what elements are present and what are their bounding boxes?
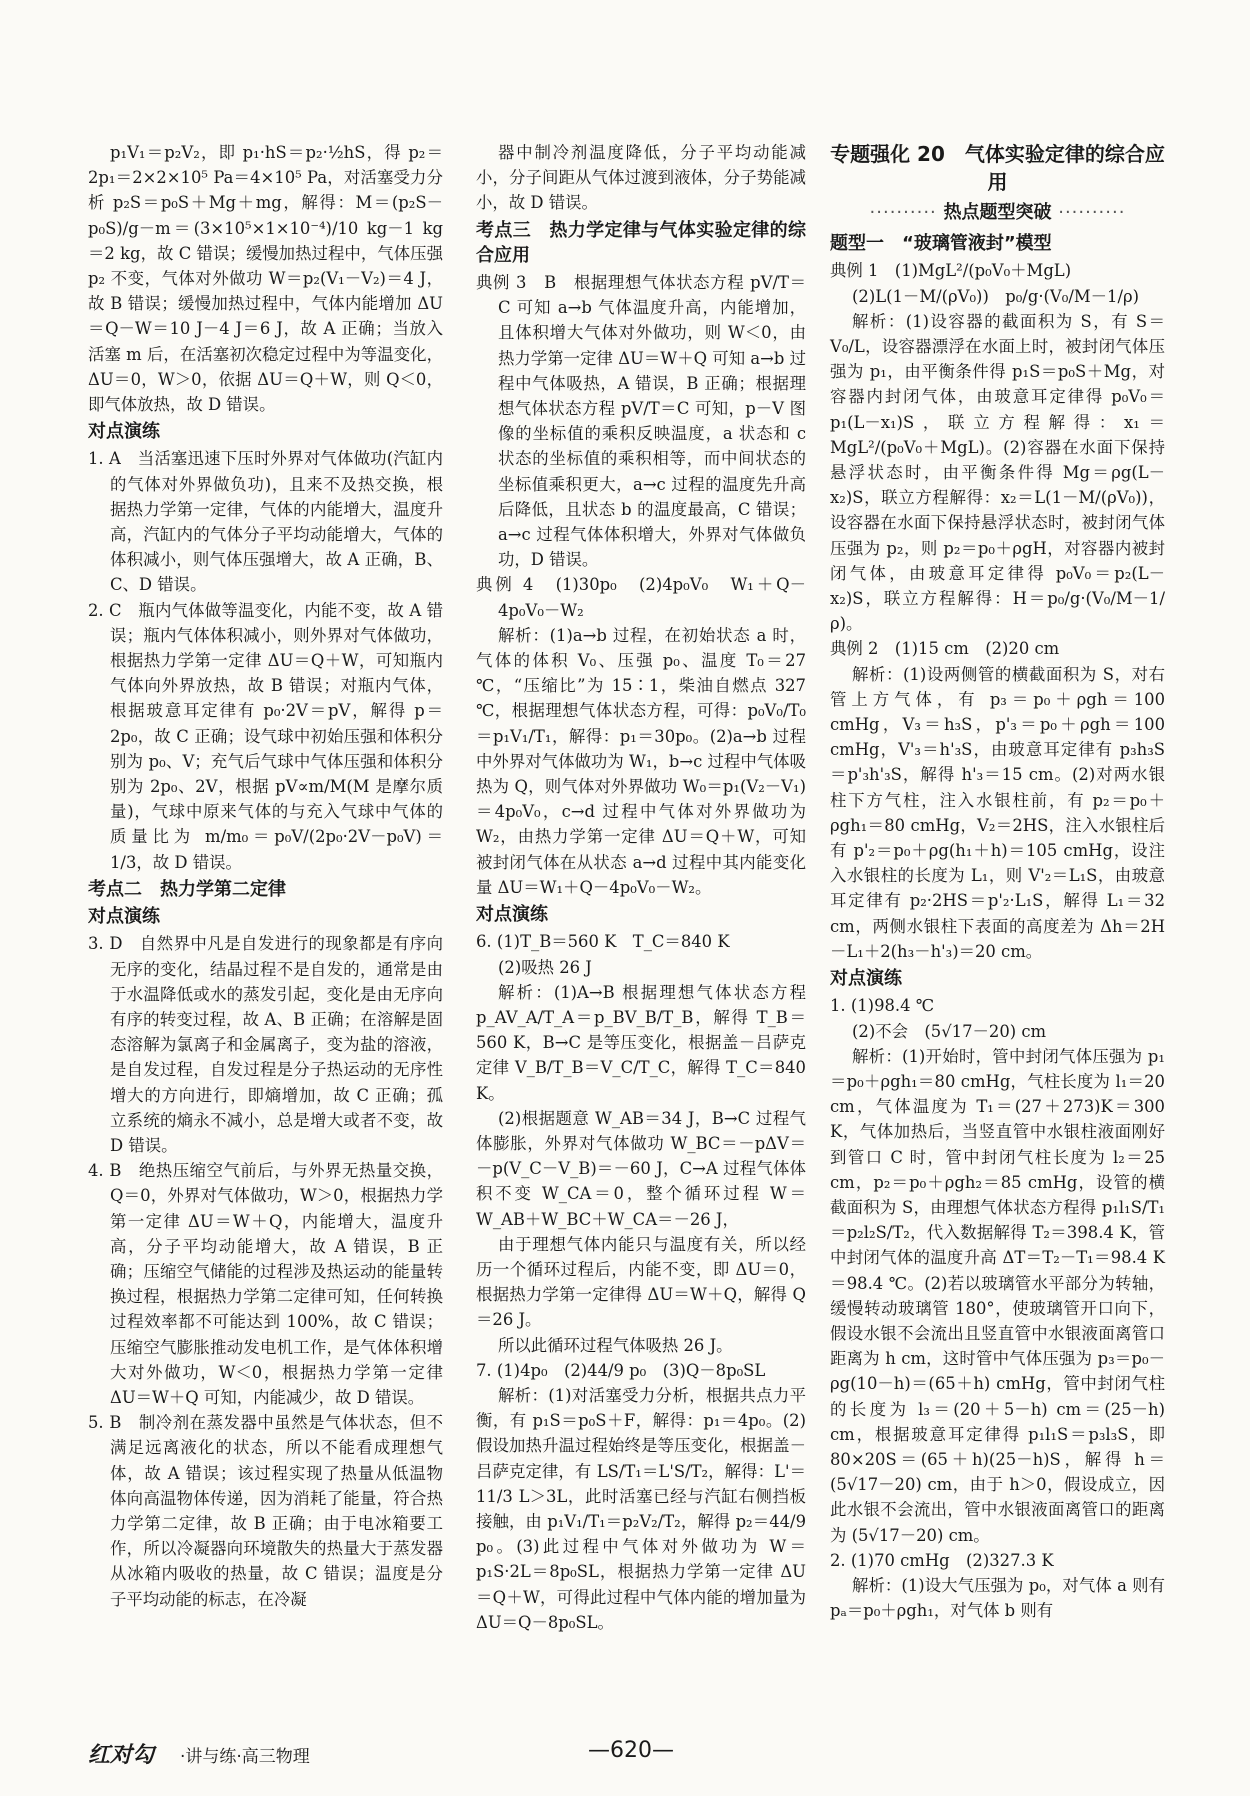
- page-number: —620—: [588, 1738, 674, 1763]
- section-heading: 对点演练: [88, 906, 160, 928]
- divider-dots: ··········: [1051, 202, 1126, 223]
- section-title: 专题强化 20 气体实验定律的综合应用: [830, 142, 1165, 194]
- paragraph: (2)根据题意 W_AB＝34 J，B→C 过程气体膨胀，外界对气体做功 W_BC＝－pΔV＝－p(V_C－V_B)＝－60 J，C→A 过程气体体积不变 W_CA＝0，整个循环过程 W＝W_AB＋W_BC＋W_CA＝－26 J，: [476, 1108, 806, 1229]
- banner-text: 热点题型突破: [943, 202, 1052, 223]
- section-heading: 对点演练: [476, 904, 548, 926]
- column-1: [88, 140, 443, 1612]
- book-title: ·讲与练·高三物理: [180, 1747, 310, 1767]
- section-heading: 对点演练: [830, 968, 902, 990]
- answer-item: 2. C 瓶内气体做等温变化，内能不变，故 A 错误；瓶内气体体积减小，则外界对气体做功，根据热力学第一定律 ΔU＝Q＋W，可知瓶内气体向外界放热，故 B 错误；对瓶内气体，根据玻意耳定律有 p₀·2V＝pV，解得 p＝2p₀，故 C 正确；设气球中初始压强和体积分别为 p₀、V；充气后气球中气体压强和体积分别为 2p₀、2V，根据 pV∝m/M(M 是摩尔质量)，气球中原来气体的与充入气球中气体的质量比为 m/m₀＝p₀V/(2p₀·2V－p₀V)＝1/3，故 D 错误。: [88, 600, 443, 872]
- paragraph: 由于理想气体内能只与温度有关，所以经历一个循环过程后，内能不变，即 ΔU＝0，根据热力学第一定律得 ΔU＝W＋Q，解得 Q＝26 J。: [476, 1234, 806, 1330]
- answer-item: 4. B 绝热压缩空气前后，与外界无热量交换，Q＝0，外界对气体做功，W＞0，根据热力学第一定律 ΔU＝W＋Q，内能增大，温度升高，分子平均动能增大，故 A 错误，B 正确；压缩空气储能的过程涉及热运动的能量转换过程，根据热力学第二定律可知，任何转换过程效率都不可能达到 100%，故 C 错误；压缩空气膨胀推动发电机工作，是气体体积增大对外做功，W＜0，根据热力学第一定律 ΔU＝W＋Q 可知，内能减少，故 D 错误。: [88, 1161, 443, 1407]
- paragraph: (2)L(1－M/(ρV₀)) p₀/g·(V₀/M－1/ρ): [852, 286, 1140, 306]
- brand-logo: 红对勾: [88, 1743, 155, 1768]
- answer-item: 典例 4 (1)30p₀ (2)4p₀V₀ W₁＋Q－4p₀V₀－W₂: [476, 575, 806, 620]
- answer-item: 7. (1)4p₀ (2)44/9 p₀ (3)Q－8p₀SL: [476, 1360, 766, 1380]
- paragraph: (2)不会 (5√17－20) cm: [852, 1021, 1047, 1041]
- answer-item: 1. A 当活塞迅速下压时外界对气体做功(汽缸内的气体对外界做负功)，且来不及热交换，根据热力学第一定律，气体的内能增大，温度升高，汽缸内的气体分子平均动能增大，气体的体积减小，则气体压强增大，故 A 正确，B、C、D 错误。: [88, 449, 443, 595]
- paragraph: 解析：(1)A→B 根据理想气体状态方程 p_AV_A/T_A＝p_BV_B/T_B，解得 T_B＝560 K，B→C 是等压变化，根据盖－吕萨克定律 V_B/T_B＝V_C/T_C，解得 T_C＝840 K。: [476, 982, 806, 1103]
- answer-item: 1. (1)98.4 ℃: [830, 996, 935, 1016]
- paragraph: 解析：(1)设大气压强为 p₀，对气体 a 则有 pₐ＝p₀＋ρgh₁，对气体 b 则有: [830, 1575, 1165, 1621]
- column-2: [476, 140, 806, 1635]
- answer-item: 典例 3 B 根据理想气体状态方程 pV/T＝C 可知 a→b 气体温度升高，内能增加，且体积增大气体对外做功，则 W＜0，由热力学第一定律 ΔU＝W＋Q 可知 a→b 过程中气体吸热，A 错误，B 正确；根据理想气体状态方程 pV/T＝C 可知，p－V 图像的坐标值的乘积反映温度，a 状态和 c 状态的坐标值的乘积相等，而中间状态的坐标值乘积更大，a→c 过程的温度先升高后降低，且状态 b 的温度最高，C 错误；a→c 过程气体体积增大，外界对气体做负功，D 错误。: [476, 273, 806, 570]
- paragraph: p₁V₁＝p₂V₂，即 p₁·hS＝p₂·½hS，得 p₂＝2p₁＝2×2×10⁵ Pa＝4×10⁵ Pa，对活塞受力分析 p₂S＝p₀S＋Mg＋mg，解得：M＝(p₂S－p₀S)/g－m＝(3×10⁵×1×10⁻⁴)/10 kg－1 kg＝2 kg，故 C 错误；缓慢加热过程中，气体压强 p₂ 不变，气体对外做功 W＝p₂(V₁－V₂)＝4 J，故 B 错误；缓慢加热过程中，气体内能增加 ΔU＝Q－W＝10 J－4 J＝6 J，故 A 正确；当放入活塞 m 后，在活塞初次稳定过程中为等温变化，ΔU＝0，W＞0，依据 ΔU＝Q＋W，则 Q＜0，即气体放热，故 D 错误。: [88, 143, 443, 415]
- section-heading: 考点三 热力学定律与气体实验定律的综合应用: [476, 219, 806, 266]
- page-footer: [88, 1738, 1168, 1768]
- paragraph: 解析：(1)a→b 过程，在初始状态 a 时，气体的体积 V₀、压强 p₀、温度 T₀＝27 ℃，“压缩比”为 15∶1，柴油自燃点 327 ℃，根据理想气体状态方程，可得：p₀V₀/T₀＝p₁V₁/T₁，解得：p₁＝30p₀。(2)a→b 过程中外界对气体做功为 W₁，b→c 过程中气体吸热为 Q，则气体对外界做功 W₀＝p₁(V₂－V₁)＝4p₀V₀，c→d 过程中气体对外界做功为 W₂，由热力学第一定律 ΔU＝Q＋W，可知被封闭气体在从状态 a→d 过程中其内能变化量 ΔU＝W₁＋Q－4p₀V₀－W₂。: [476, 625, 806, 897]
- paragraph: 器中制冷剂温度降低，分子平均动能减小，分子间距从气体过渡到液体，分子势能减小，故 D 错误。: [476, 143, 806, 213]
- answer-item: 3. D 自然界中凡是自发进行的现象都是有序向无序的变化，结晶过程不是自发的，通常是由于水温降低或水的蒸发引起，变化是由无序向有序的转变过程，故 A、B 正确；在溶解是固态溶解为氯离子和金属离子，变为盐的溶液，是自发过程，自发过程是分子热运动的无序性增大的方向进行，即熵增加，故 C 正确；孤立系统的熵永不减小，总是增大或者不变，故 D 错误。: [88, 934, 443, 1155]
- paragraph: (2)吸热 26 J: [498, 957, 592, 977]
- paragraph: 解析：(1)设容器的截面积为 S，有 S＝V₀/L，设容器漂浮在水面上时，被封闭气体压强为 p₁，由平衡条件得 p₁S＝p₀S＋Mg，对容器内封闭气体，由玻意耳定律得 p₀V₀＝p₁(L－x₁)S，联立方程解得：x₁＝MgL²/(p₀V₀＋MgL)。(2)容器在水面下保持悬浮状态时，由平衡条件得 Mg＝ρg(L－x₂)S，联立方程解得：x₂＝L(1－M/(ρV₀))，设容器在水面下保持悬浮状态时，被封闭气体压强为 p₂，则 p₂＝p₀＋ρgH，对容器内被封闭气体，由玻意耳定律得 p₀V₀＝p₂(L－x₂)S，联立方程解得：H＝p₀/g·(V₀/M－1/ρ)。: [830, 311, 1165, 634]
- paragraph: 解析：(1)开始时，管中封闭气体压强为 p₁＝p₀＋ρgh₁＝80 cmHg，气柱长度为 l₁＝20 cm，气体温度为 T₁＝(27＋273)K＝300 K，气体加热后，当竖直管中水银柱液面刚好到管口 C 时，管中封闭气柱长度为 l₂＝25 cm，p₂＝p₀＋ρgh₂＝85 cmHg，设管的横截面积为 S，由理想气体状态方程得 p₁l₁S/T₁＝p₂l₂S/T₂，代入数据解得 T₂＝398.4 K，管中封闭气体的温度升高 ΔT＝T₂－T₁＝98.4 K＝98.4 ℃。(2)若以玻璃管水平部分为转轴，缓慢转动玻璃管 180°，使玻璃管开口向下，假设水银不会流出且竖直管中水银液面离管口距离为 h cm，这时管中气体压强为 p₃＝p₀－ρg(10－h)＝(65＋h) cmHg，管中封闭气柱的长度为 l₃＝(20＋5－h) cm＝(25－h) cm，根据玻意耳定律得 p₁l₁S＝p₃l₃S，即 80×20S＝(65＋h)(25－h)S，解得 h＝(5√17－20) cm，由于 h＞0，假设成立，因此水银不会流出，管中水银液面离管口的距离为 (5√17－20) cm。: [830, 1046, 1165, 1545]
- section-heading: 题型一 “玻璃管液封”模型: [830, 233, 1052, 255]
- paragraph: 所以此循环过程气体吸热 26 J。: [498, 1335, 733, 1355]
- answer-item: 典例 1 (1)MgL²/(p₀V₀＋MgL): [830, 261, 1072, 281]
- answer-item: 2. (1)70 cmHg (2)327.3 K: [830, 1550, 1054, 1570]
- divider-dots: ··········: [869, 202, 944, 223]
- section-heading: 考点二 热力学第二定律: [88, 878, 286, 900]
- section-banner: [830, 200, 1165, 225]
- paragraph: 解析：(1)对活塞受力分析，根据共点力平衡，有 p₁S＝p₀S＋F，解得：p₁＝4p₀。(2)假设加热升温过程始终是等压变化，根据盖－吕萨克定律，有 LS/T₁＝L'S/T₂，解得：L'＝11/3 L＞3L，此时活塞已经与汽缸右侧挡板接触，由 p₁V₁/T₁＝p₂V₂/T₂，解得 p₂＝44/9 p₀。(3)此过程中气体对外做功为 W＝p₁S·2L＝8p₀SL，根据热力学第一定律 ΔU＝Q＋W，可得此过程中气体内能的增加量为 ΔU＝Q－8p₀SL。: [476, 1385, 806, 1632]
- paragraph: 解析：(1)设两侧管的横截面积为 S，对右管上方气体，有 p₃＝p₀＋ρgh＝100 cmHg，V₃＝h₃S，p'₃＝p₀＋ρgh＝100 cmHg，V'₃＝h'₃S，由玻意耳定律有 p₃h₃S＝p'₃h'₃S，解得 h'₃＝15 cm。(2)对两水银柱下方气柱，注入水银柱前，有 p₂＝p₀＋ρgh₁＝80 cmHg，V₂＝2HS，注入水银柱后有 p'₂＝p₀＋ρg(h₁＋h)＝105 cmHg，设注入水银柱的长度为 L₁，则 V'₂＝L₁S，由玻意耳定律有 p₂·2HS＝p'₂·L₁S，解得 L₁＝32 cm，两侧水银柱下表面的高度差为 Δh＝2H－L₁＋2(h₃－h'₃)＝20 cm。: [830, 664, 1165, 961]
- answer-item: 5. B 制冷剂在蒸发器中虽然是气体状态，但不满足远离液化的状态，所以不能看成理想气体，故 A 错误；该过程实现了热量从低温物体向高温物体传递，因为消耗了能量，符合热力学第二定律，故 B 正确；由于电冰箱要工作，所以冷凝器向环境散失的热量大于蒸发器从冰箱内吸收的热量，故 C 错误；温度是分子平均动能的标志，在冷凝: [88, 1413, 443, 1609]
- column-3: [830, 140, 1165, 1623]
- answer-item: 典例 2 (1)15 cm (2)20 cm: [830, 639, 1060, 659]
- answer-item: 6. (1)T_B＝560 K T_C＝840 K: [476, 932, 730, 952]
- section-heading: 对点演练: [88, 421, 160, 443]
